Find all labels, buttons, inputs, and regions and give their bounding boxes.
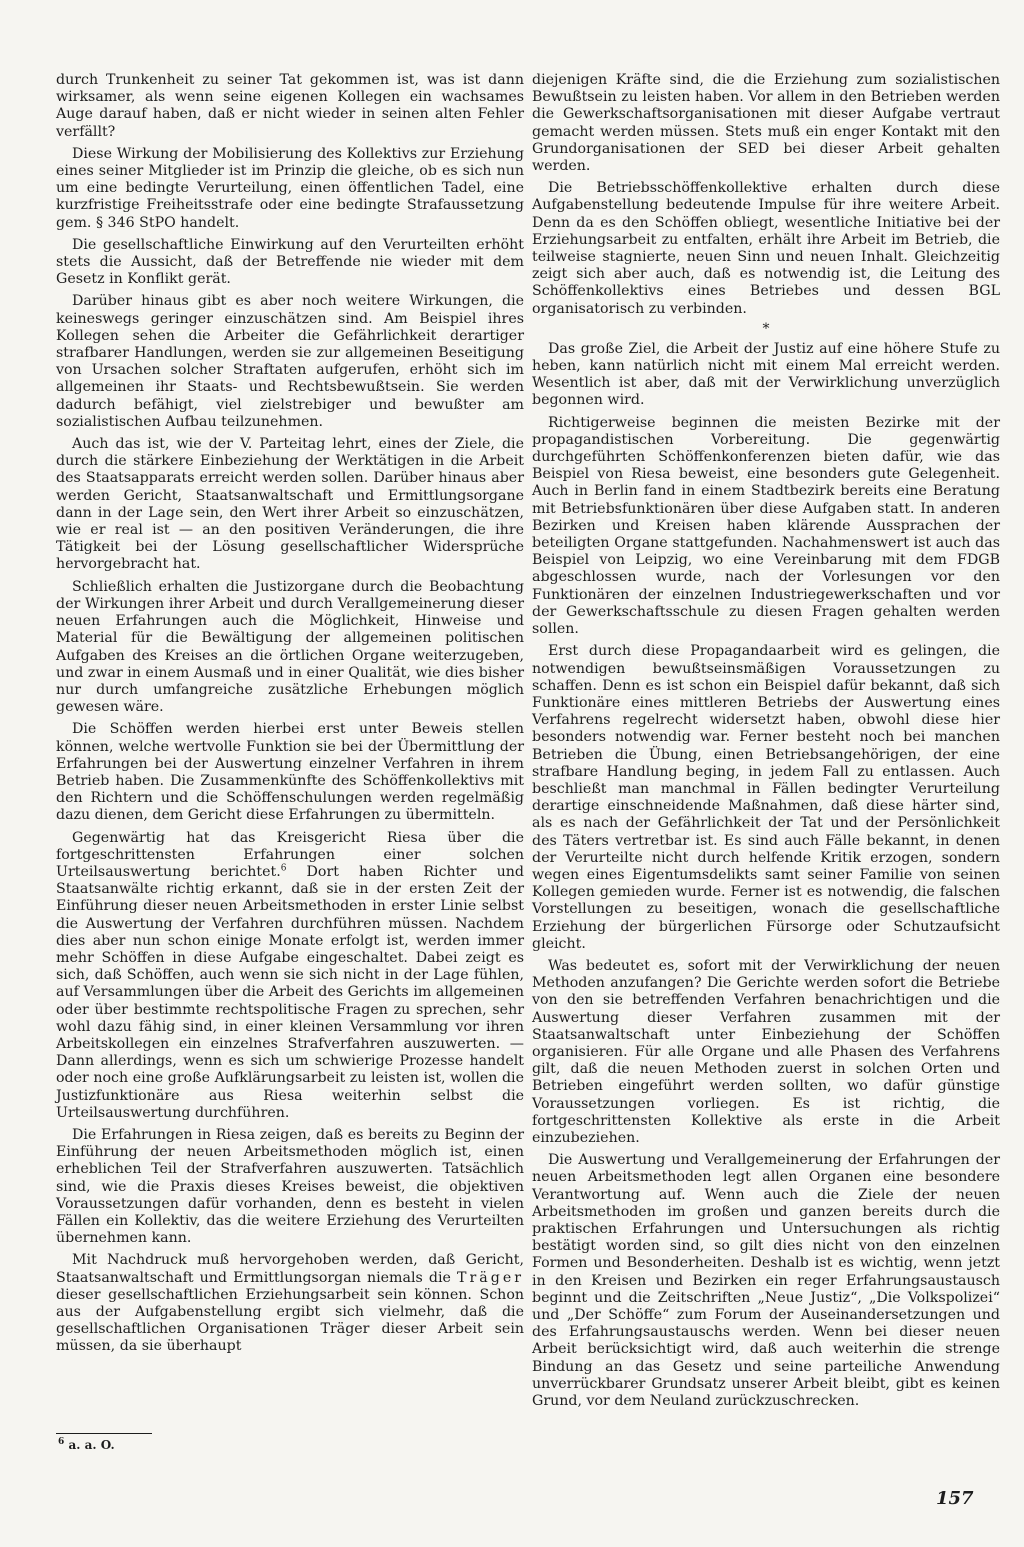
- paragraph: Die Auswertung und Verallgemeinerung der Erfahrungen der neuen Arbeitsmethoden legt allen Organen eine besondere Verantwortung auf. Wenn auch die Ziele der neuen Arbeitsmethoden im großen und ganzen bereits durch die praktischen Erfahrungen und Untersuchungen als richtig bestätigt worden sind, so gilt dies nicht von den einzelnen Formen und Besonderheiten. Deshalb ist es wichtig, wenn jetzt in den Kreisen und Bezirken ein reger Erfahrungsaustausch beginnt und die Zeitschriften „Neue Justiz“, „Die Volkspolizei“ und „Der Schöffe“ zum Forum der Auseinandersetzungen und des Erfahrungsaustauschs werden. Wenn bei dieser neuen Arbeit berücksichtigt wird, daß auch weiterhin die strenge Bindung an das Gesetz und seine parteiliche Anwendung unverrückbarer Grundsatz unserer Arbeit bleibt, gibt es keinen Grund, vor dem Neuland zurückzuschrecken.: [532, 1152, 1000, 1410]
- paragraph: Auch das ist, wie der V. Parteitag lehrt, eines der Ziele, die durch die stärkere Einbeziehung der Werktätigen in die Arbeit des Staatsapparats erreicht werden sollen. Darüber hinaus aber werden Gericht, Staatsanwaltschaft und Ermittlungsorgane dann in der Lage sein, den Wert ihrer Arbeit so einzuschätzen, wie er real ist — an den positiven Veränderungen, die ihre Tätigkeit bei der Lösung gesellschaftlicher Widersprüche hervorgebracht hat.: [56, 436, 524, 573]
- footnote-reference: 6: [280, 863, 287, 874]
- right-column: [532, 72, 1000, 1415]
- page-number: 157: [936, 1488, 974, 1509]
- emphasized-word: Träger: [457, 1269, 524, 1286]
- paragraph: Erst durch diese Propagandaarbeit wird es gelingen, die notwendigen bewußtseinsmäßigen Voraussetzungen zu schaffen. Denn es ist schon ein Beispiel dafür bekannt, daß sich Funktionäre eines mittleren Betriebs der Auswertung eines Verfahrens regelrecht widersetzt haben, obwohl diese hier besonders notwendig war. Ferner besteht noch bei manchen Betrieben die Übung, einen Betriebsangehörigen, der eine strafbare Handlung beging, in jedem Fall zu entlassen. Auch beschließt man manchmal in Fällen bedingter Verurteilung derartige einschneidende Maßnahmen, daß diese härter sind, als es nach der Gefährlichkeit der Tat und der Persönlichkeit des Täters vertretbar ist. Es sind auch Fälle bekannt, in denen der Verurteilte nicht durch helfende Kritik erzogen, sondern wegen eines Eigentumsdelikts samt seiner Familie von seinen Kollegen gemieden wurde. Ferner ist es notwendig, die falschen Vorstellungen zu beseitigen, wonach die gesellschaftliche Erziehung der bürgerlichen Fürsorge oder Schutzaufsicht gleicht.: [532, 643, 1000, 952]
- paragraph: Das große Ziel, die Arbeit der Justiz auf eine höhere Stufe zu heben, kann natürlich nicht mit einem Mal erreicht werden. Wesentlich ist aber, daß mit der Verwirklichung unverzüglich begonnen wird.: [532, 340, 1000, 409]
- paragraph: Was bedeutet es, sofort mit der Verwirklichung der neuen Methoden anzufangen? Die Gerichte werden sofort die Betriebe von den sie betreffenden Verfahren benachrichtigen und die Auswertung dieser Verfahren zusammen mit der Staatsanwaltschaft unter Einbeziehung der Schöffen organisieren. Für alle Organe und alle Phasen des Verfahrens gilt, daß die neuen Methoden zuerst in solchen Orten und Betrieben eingeführt werden sollten, wo dafür günstige Voraussetzungen vorliegen. Es ist richtig, die fortgeschrittensten Kollektive als erste in die Arbeit einzubeziehen.: [532, 957, 1000, 1146]
- paragraph: Schließlich erhalten die Justizorgane durch die Beobachtung der Wirkungen ihrer Arbeit und durch Verallgemeinerung dieser neuen Erfahrungen auch die Möglichkeit, Hinweise und Material für die Bewältigung der allgemeinen politischen Aufgaben des Kreises an die örtlichen Organe weiterzugeben, und zwar in einem Ausmaß und in einer Qualität, wie dies bisher nur durch umfangreiche zusätzliche Erhebungen möglich gewesen wäre.: [56, 578, 525, 716]
- footnote-text: a. a. O.: [64, 1438, 115, 1452]
- footnote-divider: [56, 1433, 152, 1434]
- paragraph: [56, 1252, 524, 1355]
- paragraph: Richtigerweise beginnen die meisten Bezirke mit der propagandistischen Vorbereitung. Die gegenwärtig durchgeführten Schöffenkonferenzen bieten dafür, wie das Beispiel von Riesa beweist, eine besonders gute Gelegenheit. Auch in Berlin fand in einem Stadtbezirk bereits eine Beratung mit Betriebsfunktionären über diese Aufgaben statt. In anderen Bezirken und Kreisen haben klärende Aussprachen der beteiligten Organe stattgefunden. Nachahmenswert ist auch das Beispiel von Leipzig, wo eine Vereinbarung mit dem FDGB abgeschlossen wurde, nach der Vorlesungen vor den Funktionären der einzelnen Industriegewerkschaften und vor der Gewerkschaftsschule zu diesen Fragen gehalten werden sollen.: [532, 414, 1000, 638]
- paragraph: durch Trunkenheit zu seiner Tat gekommen ist, was ist dann wirksamer, als wenn seine eigenen Kollegen ein wachsames Auge darauf haben, daß er nicht wieder in seinen alten Fehler verfällt?: [56, 72, 524, 140]
- paragraph: Darüber hinaus gibt es aber noch weitere Wirkungen, die keineswegs geringer einzuschätzen sind. Am Beispiel ihres Kollegen sehen die Arbeiter die Gefährlichkeit derartiger strafbarer Handlungen, werden sie zur allgemeinen Beseitigung von Ursachen solcher Straftaten aufgerufen, erhöht sich im allgemeinen ihr Staats- und Rechtsbewußtsein. Sie werden dadurch befähigt, viel zielstrebiger und bewußter am sozialistischen Aufbau teilzunehmen.: [56, 293, 524, 430]
- paragraph: diejenigen Kräfte sind, die die Erziehung zum sozialistischen Bewußtsein zu leisten haben. Vor allem in den Betrieben werden die Gewerkschaftsorganisationen mit dieser Aufgabe vertraut gemacht werden müssen. Stets muß ein enger Kontakt mit den Grundorganisationen der SED bei dieser Arbeit gehalten werden.: [532, 72, 1000, 175]
- paragraph: Diese Wirkung der Mobilisierung des Kollektivs zur Erziehung eines seiner Mitglieder ist im Prinzip die gleiche, ob es sich nun um eine bedingte Verurteilung, einen öffentlichen Tadel, eine kurzfristige Freiheitsstrafe oder eine bedingte Strafaussetzung gem. § 346 StPO handelt.: [56, 145, 524, 231]
- paragraph: Die Schöffen werden hierbei erst unter Beweis stellen können, welche wertvolle Funktion sie bei der Übermittlung der Erfahrungen bei der Auswertung einzelner Verfahren in ihrem Betrieb haben. Die Zusammenkünfte des Schöffenkollektivs mit den Richtern und die Schöffenschulungen werden regelmäßig dazu dienen, dem Gericht diese Erfahrungen zu übermitteln.: [56, 721, 524, 824]
- footnote: [58, 1438, 115, 1452]
- footnote-number: 6: [58, 1437, 65, 1447]
- paragraph-text: dieser gesellschaftlichen Erziehungsarbeit sein können. Schon aus der Aufgabenstellung ergibt sich vielmehr, daß die gesellschaftlichen Organisationen Träger dieser Arbeit sein müssen, da sie überhaupt: [56, 1286, 524, 1355]
- paragraph-text: Dort haben Richter und Staatsanwälte richtig erkannt, daß sie in der ersten Zeit der Einführung dieser neuen Arbeitsmethoden in erster Linie selbst die Auswertung der Verfahren durchführen müssen. Nachdem dies aber nun schon einige Monate erfolgt ist, werden immer mehr Schöffen in diese Aufgabe eingeschaltet. Dabei zeigt es sich, daß Schöffen, auch wenn sie sich nicht in der Lage fühlen, auf Versammlungen über die Arbeit des Gerichts im allgemeinen oder über bestimmte rechtspolitische Fragen zu sprechen, sehr wohl dazu fähig sind, in einer kleinen Versammlung vor ihren Arbeitskollegen ein einzelnes Strafverfahren auszuwerten. — Dann allerdings, wenn es sich um schwierige Prozesse handelt oder noch eine große Aufklärungsarbeit zu leisten ist, wollen die Justizfunktionäre aus Riesa weiterhin selbst die Urteilsauswertung durchführen.: [56, 863, 524, 1121]
- paragraph-text: Gegenwärtig hat das Kreisgericht Riesa über die fortgeschrittensten Erfahrungen einer solchen Urteilsauswertung berichtet.: [56, 829, 524, 880]
- paragraph: Die Erfahrungen in Riesa zeigen, daß es bereits zu Beginn der Einführung der neuen Arbeitsmethoden möglich ist, einen erheblichen Teil der Strafverfahren auszuwerten. Tatsächlich sind, wie die Praxis dieses Kreises beweist, die objektiven Voraussetzungen dafür vorhanden, denn es besteht in vielen Fällen ein Kollektiv, das die weitere Erziehung des Verurteilten übernehmen kann.: [56, 1126, 524, 1247]
- paragraph: Die gesellschaftliche Einwirkung auf den Verurteilten erhöht stets die Aussicht, daß der Betreffende nie wieder mit dem Gesetz in Konflikt gerät.: [56, 236, 524, 288]
- left-column: [56, 72, 524, 1361]
- paragraph: [56, 830, 524, 1122]
- paragraph-text: Mit Nachdruck muß hervorgehoben werden, daß Gericht, Staatsanwaltschaft und Ermittlungsorgan niemals die: [56, 1252, 524, 1286]
- paragraph: Die Betriebsschöffenkollektive erhalten durch diese Aufgabenstellung bedeutende Impulse für ihre weitere Arbeit. Denn da es den Schöffen obliegt, wesentliche Initiative bei der Erziehungsarbeit zu entfalten, erhält ihre Arbeit im Betrieb, die teilweise stagnierte, neuen Sinn und neuen Inhalt. Gleichzeitig zeigt sich aber auch, daß es notwendig ist, die Leitung des Schöffenkollektivs eines Betriebes und dessen BGL organisatorisch zu verbinden.: [532, 180, 1000, 317]
- section-separator: *: [762, 320, 770, 337]
